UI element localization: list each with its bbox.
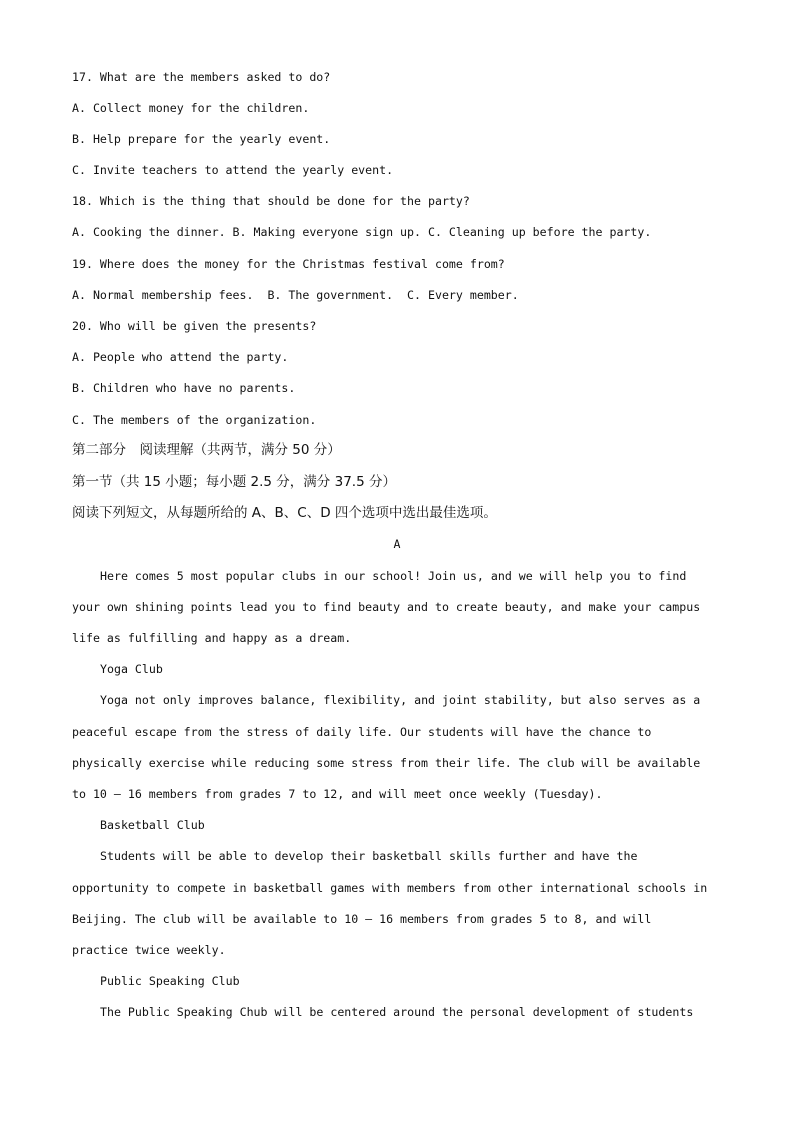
passage-label: A xyxy=(393,537,401,551)
question-17-stem: 17. What are the members asked to do? xyxy=(72,70,331,84)
question-18-stem: 18. Which is the thing that should be done for the party? xyxy=(72,194,470,208)
question-20-option-a: A. People who attend the party. xyxy=(72,350,289,364)
question-19-options: A. Normal membership fees. B. The government. C. Every member. xyxy=(72,288,519,302)
question-20-stem: 20. Who will be given the presents? xyxy=(72,319,317,333)
passage-intro-line: Here comes 5 most popular clubs in our school! Join us, and we will help you to find xyxy=(100,569,687,583)
part2-section: 第一节（共 15 小题；每小题 2.5 分，满分 37.5 分） xyxy=(72,474,396,490)
club-title-basketball: Basketball Club xyxy=(100,818,205,832)
basketball-paragraph-line: Beijing. The club will be available to 10 — 16 members from grades 5 to 8, and will xyxy=(72,912,652,926)
question-17-option-a: A. Collect money for the children. xyxy=(72,101,310,115)
club-title-yoga: Yoga Club xyxy=(100,662,163,676)
basketball-paragraph-line: opportunity to compete in basketball games with members from other international schools in xyxy=(72,881,708,895)
part2-instruction: 阅读下列短文，从每题所给的 A、B、C、D 四个选项中选出最佳选项。 xyxy=(72,505,497,521)
basketball-paragraph-line: Students will be able to develop their basketball skills further and have the xyxy=(100,849,638,863)
yoga-paragraph-line: physically exercise while reducing some stress from their life. The club will be available xyxy=(72,756,701,770)
question-19-stem: 19. Where does the money for the Christmas festival come from? xyxy=(72,257,505,271)
question-20-option-c: C. The members of the organization. xyxy=(72,413,317,427)
question-17-option-b: B. Help prepare for the yearly event. xyxy=(72,132,331,146)
yoga-paragraph-line: Yoga not only improves balance, flexibility, and joint stability, but also serves as a xyxy=(100,693,701,707)
club-title-public-speaking: Public Speaking Club xyxy=(100,974,240,988)
question-20-option-b: B. Children who have no parents. xyxy=(72,381,296,395)
passage-intro-line: life as fulfilling and happy as a dream. xyxy=(72,631,352,645)
part2-heading: 第二部分 阅读理解（共两节，满分 50 分） xyxy=(72,442,341,458)
yoga-paragraph-line: peaceful escape from the stress of daily life. Our students will have the chance to xyxy=(72,725,652,739)
basketball-paragraph-line: practice twice weekly. xyxy=(72,943,226,957)
yoga-paragraph-line: to 10 — 16 members from grades 7 to 12, and will meet once weekly (Tuesday). xyxy=(72,787,603,801)
passage-intro-line: your own shining points lead you to find beauty and to create beauty, and make your campus xyxy=(72,600,701,614)
question-17-option-c: C. Invite teachers to attend the yearly event. xyxy=(72,163,394,177)
public-speaking-paragraph-line: The Public Speaking Chub will be centered around the personal development of students xyxy=(100,1005,694,1019)
question-18-options: A. Cooking the dinner. B. Making everyone sign up. C. Cleaning up before the party. xyxy=(72,225,652,239)
